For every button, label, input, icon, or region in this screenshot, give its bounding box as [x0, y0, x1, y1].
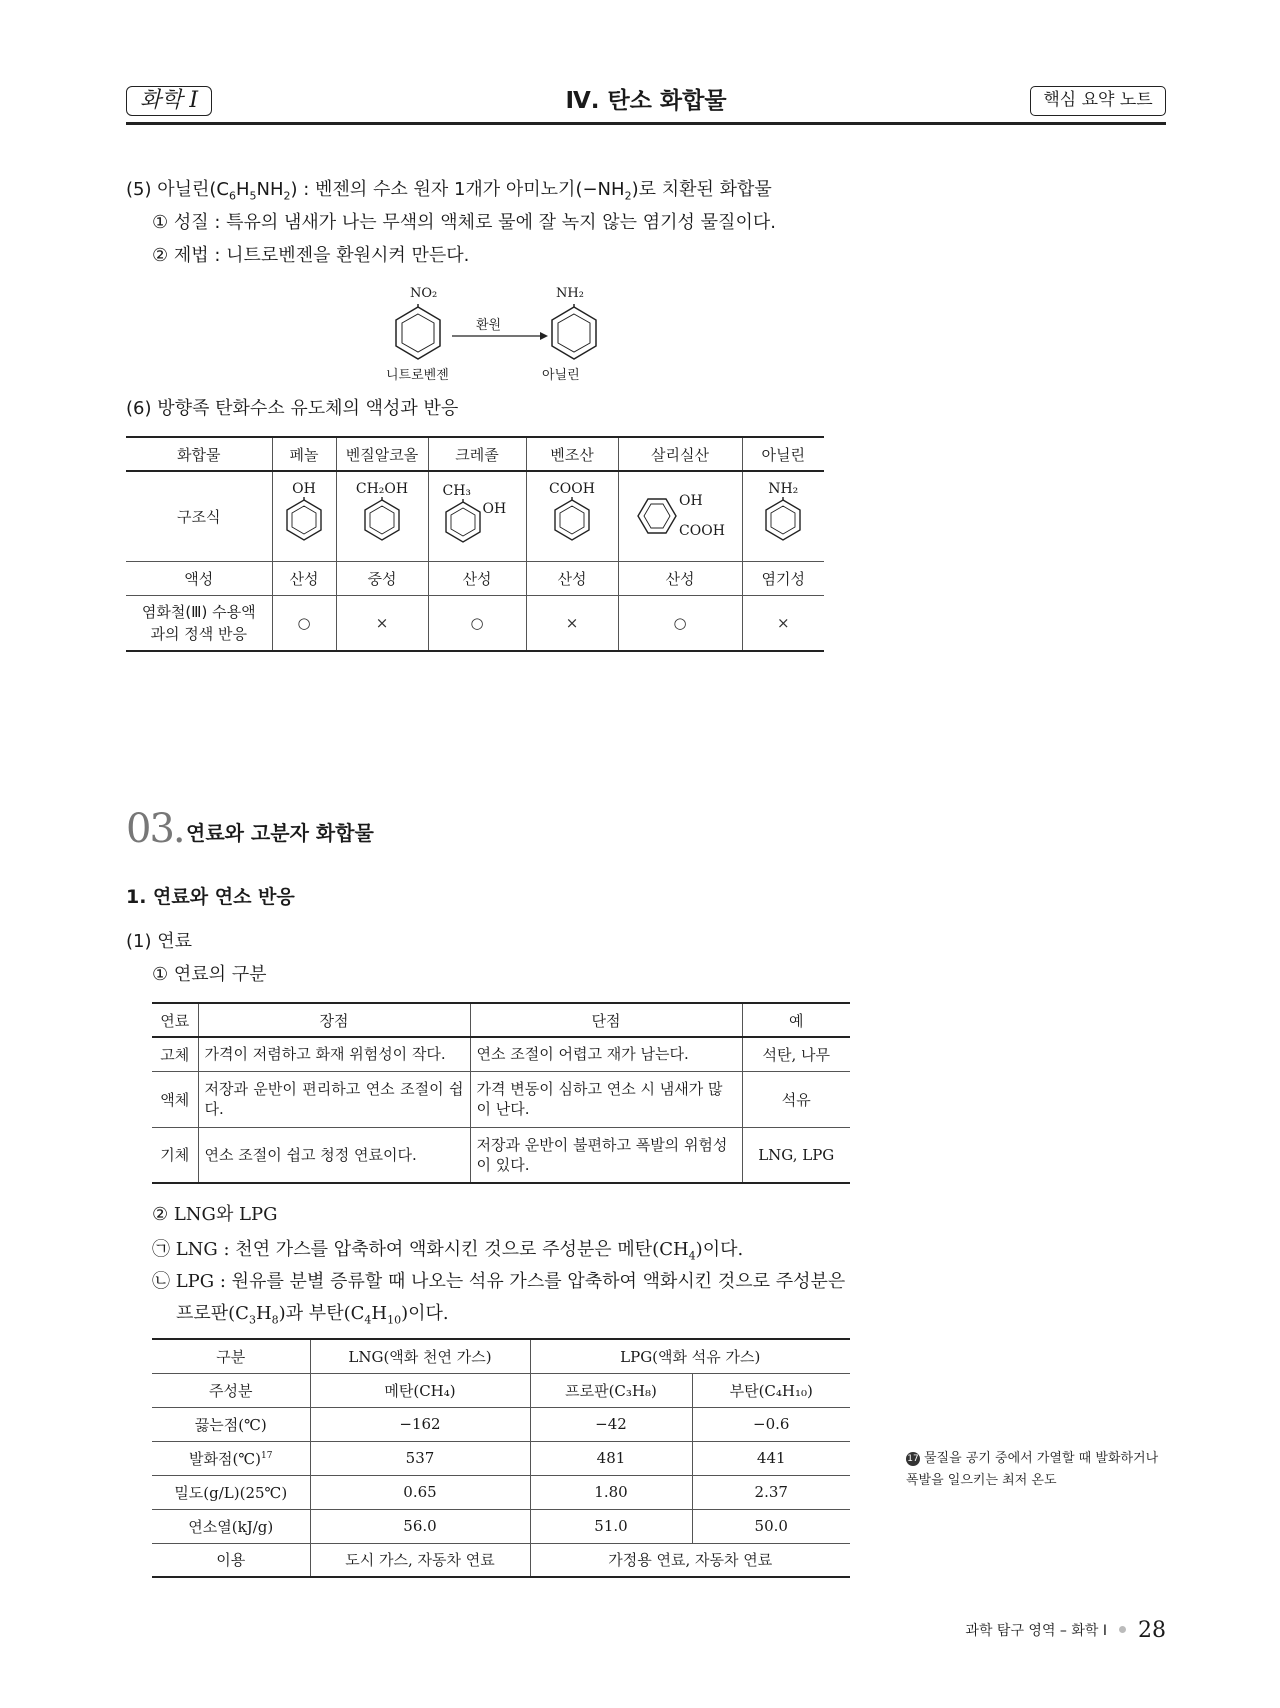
- gas-row-label: 이용: [152, 1543, 310, 1577]
- compound-name: 크레졸: [428, 437, 526, 471]
- gas-row-label: 끓는점(℃): [152, 1407, 310, 1441]
- footer-label: 과학 탐구 영역 – 화학 I: [965, 1623, 1107, 1639]
- gas-cell: 537: [310, 1441, 530, 1475]
- benzene-ring-icon: [362, 497, 402, 543]
- acidity-cell: 산성: [272, 561, 336, 595]
- section-number: 03.: [126, 806, 184, 852]
- fuel-con: 가격 변동이 심하고 연소 시 냄새가 많이 난다.: [470, 1071, 742, 1127]
- gas-table-header: LPG(액화 석유 가스): [530, 1339, 850, 1373]
- structure-aniline: [742, 471, 824, 561]
- lng-lpg-heading: ② LNG와 LPG: [152, 1204, 278, 1225]
- subject-badge: 화학 I: [126, 86, 212, 116]
- gas-cell: 1.80: [530, 1475, 692, 1509]
- fuel-heading: (1) 연료: [126, 931, 192, 952]
- fecl3-cell: ○: [618, 595, 742, 651]
- fecl3-cell: ×: [742, 595, 824, 651]
- benzene-ring-icon: [635, 494, 679, 538]
- fuel-table-header: 예: [742, 1003, 850, 1037]
- amino-group-label: NH₂: [556, 286, 584, 301]
- fuel-table-header: 단점: [470, 1003, 742, 1037]
- gas-cell: 도시 가스, 자동차 연료: [310, 1543, 530, 1577]
- note-badge: 핵심 요약 노트: [1030, 86, 1166, 116]
- substituent-label: NH₂: [768, 481, 799, 498]
- footnote-ref: 17: [261, 1450, 273, 1461]
- row-label-fecl3: [126, 595, 272, 651]
- acidity-cell: 중성: [336, 561, 428, 595]
- substituent-label: COOH: [549, 481, 595, 498]
- gas-cell: 481: [530, 1441, 692, 1475]
- acidity-cell: 염기성: [742, 561, 824, 595]
- row-label-structure: 구조식: [126, 471, 272, 561]
- structure-benzoic-acid: [526, 471, 618, 561]
- reduction-label: 환원: [476, 318, 502, 333]
- structure-phenol: [272, 471, 336, 561]
- fecl3-cell: ×: [336, 595, 428, 651]
- row-label-acidity: 액성: [126, 561, 272, 595]
- fuel-type: 고체: [152, 1037, 198, 1071]
- substituent-label: OH: [679, 493, 703, 510]
- structure-cresol: [428, 471, 526, 561]
- acidity-cell: 산성: [428, 561, 526, 595]
- fecl3-cell: ○: [428, 595, 526, 651]
- subsection-title: 1. 연료와 연소 반응: [126, 886, 295, 908]
- gas-table: [152, 1338, 850, 1578]
- gas-cell: −162: [310, 1407, 530, 1441]
- page-header: [126, 86, 1166, 124]
- fuel-example: 석유: [742, 1071, 850, 1127]
- substituent-label: OH: [482, 501, 507, 518]
- fuel-table-header: 장점: [198, 1003, 470, 1037]
- compound-name: 벤조산: [526, 437, 618, 471]
- fuel-type: 기체: [152, 1127, 198, 1183]
- aniline-property: ① 성질 : 특유의 냄새가 나는 무색의 액체로 물에 잘 녹지 않는 염기성 물질이다.: [152, 212, 776, 233]
- fuel-example: LNG, LPG: [742, 1127, 850, 1183]
- compound-name: 페놀: [272, 437, 336, 471]
- substituent-label: CH₃: [442, 483, 472, 500]
- aniline-caption: 아닐린: [542, 368, 580, 383]
- lng-description: ㉠ LNG : 천연 가스를 압축하여 액화시킨 것으로 주성분은 메탄$(CH_4)$이다.: [152, 1239, 744, 1263]
- substituent-label: COOH: [679, 523, 725, 540]
- nitro-group-label: NO₂: [410, 286, 438, 301]
- gas-cell: −0.6: [692, 1407, 850, 1441]
- aniline-ring: [548, 304, 600, 362]
- compound-name: 아닐린: [742, 437, 824, 471]
- footnote: [906, 1448, 1170, 1492]
- footer-dot: [1119, 1626, 1126, 1633]
- aniline-heading: (5) 아닐린$(C_6H_5NH_2)$ : 벤젠의 수소 원자 1개가 아미노기$(-NH_2)$로 치환된 화합물: [126, 179, 772, 203]
- nitrobenzene-ring: [392, 304, 444, 362]
- fuel-table: [152, 1002, 850, 1184]
- gas-cell: 50.0: [692, 1509, 850, 1543]
- fecl3-cell: ○: [272, 595, 336, 651]
- benzene-ring-icon: [552, 497, 592, 543]
- fecl3-label-line1: 염화철(Ⅲ) 수용액: [141, 602, 256, 621]
- gas-cell: 프로판(C₃H₈): [530, 1373, 692, 1407]
- fuel-pro: 저장과 운반이 편리하고 연소 조절이 쉽다.: [198, 1071, 470, 1127]
- compound-name: 살리실산: [618, 437, 742, 471]
- compound-name: 벤질알코올: [336, 437, 428, 471]
- fuel-classify-heading: ① 연료의 구분: [152, 964, 267, 985]
- lpg-description-line2: 프로판$(C_3H_8)$과 부탄$(C_4H_{10})$이다.: [176, 1303, 449, 1327]
- nitrobenzene-caption: 니트로벤젠: [386, 368, 449, 383]
- unit-title: Ⅳ. 탄소 화합물: [565, 88, 727, 114]
- aromatic-table: [126, 436, 824, 652]
- structure-salicylic-acid: [618, 471, 742, 561]
- gas-cell: 부탄(C₄H₁₀): [692, 1373, 850, 1407]
- fecl3-label-line2: 과의 정색 반응: [150, 624, 247, 643]
- substituent-label: OH: [292, 481, 316, 498]
- structure-benzyl-alcohol: [336, 471, 428, 561]
- reaction-arrow: [452, 330, 548, 342]
- gas-cell: 메탄(CH₄): [310, 1373, 530, 1407]
- gas-cell: 0.65: [310, 1475, 530, 1509]
- gas-row-label: 주성분: [152, 1373, 310, 1407]
- gas-row-label: 밀도(g/L)(25℃): [152, 1475, 310, 1509]
- fecl3-cell: ×: [526, 595, 618, 651]
- gas-row-label: 발화점(℃)$^{17}$: [152, 1441, 310, 1475]
- acidity-cell: 산성: [526, 561, 618, 595]
- gas-cell: 441: [692, 1441, 850, 1475]
- gas-cell: 가정용 연료, 자동차 연료: [530, 1543, 850, 1577]
- acidity-cell: 산성: [618, 561, 742, 595]
- benzene-ring-icon: [443, 499, 483, 545]
- gas-table-header: 구분: [152, 1339, 310, 1373]
- benzene-ring-icon: [284, 497, 324, 543]
- aromatic-heading: (6) 방향족 탄화수소 유도체의 액성과 반응: [126, 398, 459, 419]
- fuel-table-header: 연료: [152, 1003, 198, 1037]
- fuel-con: 저장과 운반이 불편하고 폭발의 위험성이 있다.: [470, 1127, 742, 1183]
- fuel-type: 액체: [152, 1071, 198, 1127]
- page-footer: [965, 1618, 1166, 1643]
- header-rule: [126, 122, 1166, 125]
- gas-row-label: 연소열(kJ/g): [152, 1509, 310, 1543]
- fuel-con: 연소 조절이 어렵고 재가 남는다.: [470, 1037, 742, 1071]
- gas-cell: 56.0: [310, 1509, 530, 1543]
- footnote-text: 물질을 공기 중에서 가열할 때 발화하거나 폭발을 일으키는 최저 온도: [906, 1451, 1159, 1488]
- benzene-ring-icon: [763, 497, 803, 543]
- fuel-pro: 가격이 저렴하고 화재 위험성이 작다.: [198, 1037, 470, 1071]
- gas-table-header: LNG(액화 천연 가스): [310, 1339, 530, 1373]
- row-label-compound: 화합물: [126, 437, 272, 471]
- lpg-description-line1: ㉡ LPG : 원유를 분별 증류할 때 나오는 석유 가스를 압축하여 액화시킨 것으로 주성분은: [152, 1271, 846, 1292]
- footnote-marker: 17: [907, 1454, 919, 1464]
- page-number: 28: [1138, 1618, 1166, 1643]
- gas-cell: 2.37: [692, 1475, 850, 1509]
- substituent-label: CH₂OH: [355, 481, 409, 498]
- fuel-example: 석탄, 나무: [742, 1037, 850, 1071]
- gas-cell: 51.0: [530, 1509, 692, 1543]
- gas-cell: −42: [530, 1407, 692, 1441]
- section-title: 연료와 고분자 화합물: [186, 821, 374, 845]
- fuel-pro: 연소 조절이 쉽고 청정 연료이다.: [198, 1127, 470, 1183]
- aniline-method: ② 제법 : 니트로벤젠을 환원시켜 만든다.: [152, 245, 470, 266]
